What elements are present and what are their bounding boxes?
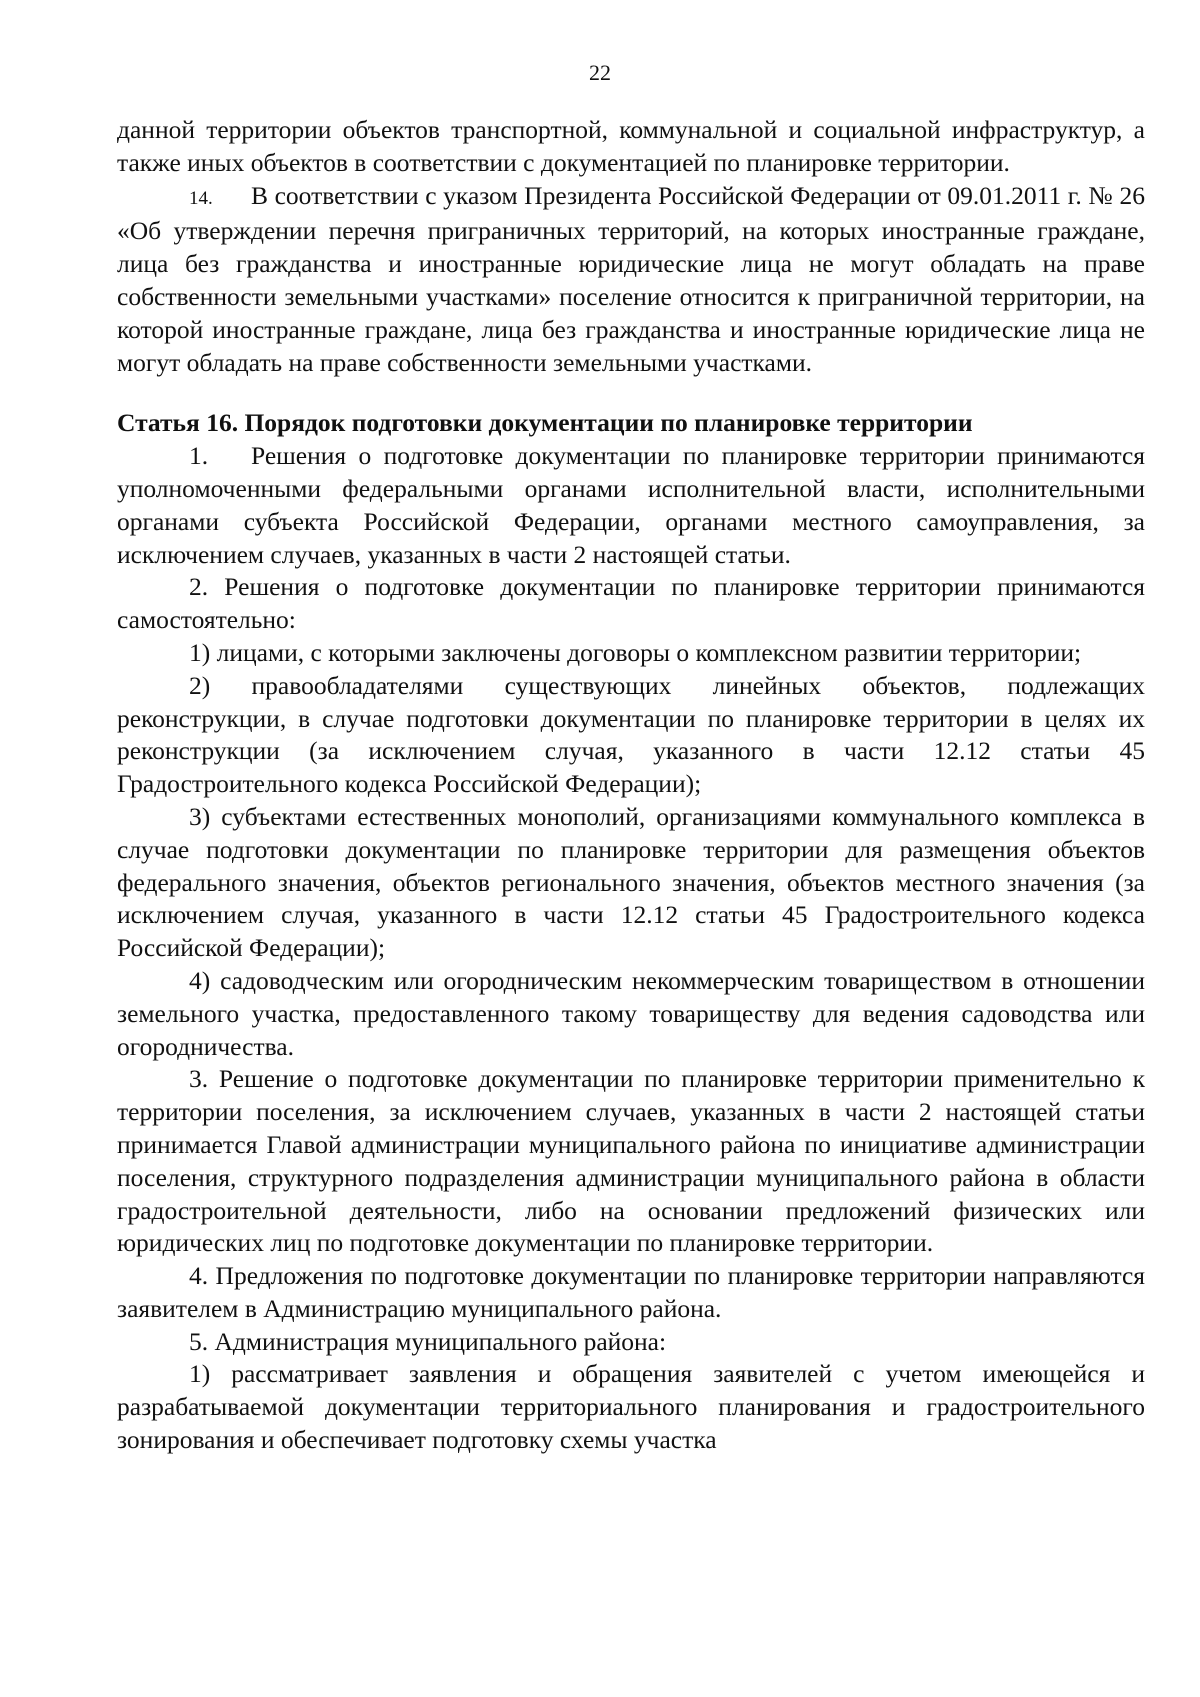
- article-16-part-2-item-1: 1) лицами, с которыми заключены договоры о комплексном развитии территории;: [189, 637, 1082, 667]
- page-number: 22: [589, 60, 611, 85]
- article-16-title: Статья 16. Порядок подготовки документации по планировке территории: [117, 408, 973, 438]
- article-16-part-2-item-4: 4) садоводческим или огородническим некоммерческим товариществом в отношении земельного участка, предоставленного такому товариществу для ведения садоводства или огородничества.: [117, 965, 1145, 1061]
- paragraph-14: [117, 180, 1145, 380]
- article-16-part-3: 3. Решение о подготовке документации по планировке территории применительно к территории поселения, за исключением случаев, указанных в части 2 настоящей статьи принимается Главой администрации муниципального района по инициативе администрации поселения, структурного подразделения администрации муниципального района в области градостроительной деятельности, либо на основании предложений физических или юридических лиц по подготовке документации по планировке территории.: [117, 1064, 1145, 1258]
- article-16-part-2: 2. Решения о подготовке документации по планировке территории принимаются самостоятельно:: [117, 572, 1145, 635]
- article-16-part-1-number: 1.: [189, 441, 209, 471]
- paragraph-intro: данной территории объектов транспортной, коммунальной и социальной инфраструктур, а также иных объектов в соответствии с документацией по планировке территории.: [117, 115, 1145, 177]
- article-16-part-1: [117, 440, 1145, 571]
- article-16-part-2-item-3: 3) субъектами естественных монополий, организациями коммунального комплекса в случае подготовки документации по планировке территории для размещения объектов федерального значения, объектов регионального значения, объектов местного значения (за исключением случая, указанного в части 12.12 статьи 45 Градостроительного кодекса Российской Федерации);: [117, 801, 1145, 963]
- paragraph-14-number: 14.: [189, 187, 213, 209]
- article-16-part-2-item-2: 2) правообладателями существующих линейных объектов, подлежащих реконструкции, в случае подготовки документации по планировке территории в целях их реконструкции (за исключением случая, указанного в части 12.12 статьи 45 Градостроительного кодекса Российской Федерации);: [117, 670, 1145, 799]
- document-body: [117, 114, 1145, 1457]
- article-16-part-1-text: Решения о подготовке документации по планировке территории принимаются уполномоченными федеральными органами исполнительной власти, исполнительными органами субъекта Российской Федерации, органами местного самоуправления, за исключением случаев, указанных в части 2 настоящей статьи.: [117, 441, 1145, 569]
- paragraph-14-text: В соответствии с указом Президента Российской Федерации от 09.01.2011 г. № 26 «Об утверждении перечня приграничных территорий, на которых иностранные граждане, лица без гражданства и иностранные юридические лица не могут обладать на праве собственности земельными участками» поселение относится к приграничной территории, на которой иностранные граждане, лица без гражданства и иностранные юридические лица не могут обладать на праве собственности земельными участками.: [117, 180, 1145, 377]
- article-16-part-4: 4. Предложения по подготовке документации по планировке территории направляются заявителем в Администрацию муниципального района.: [117, 1261, 1145, 1323]
- article-16-part-5: 5. Администрация муниципального района:: [189, 1326, 667, 1356]
- article-16-part-5-item-1: 1) рассматривает заявления и обращения заявителей с учетом имеющейся и разрабатываемой документации территориального планирования и градостроительного зонирования и обеспечивает подготовку схемы участка: [117, 1359, 1145, 1455]
